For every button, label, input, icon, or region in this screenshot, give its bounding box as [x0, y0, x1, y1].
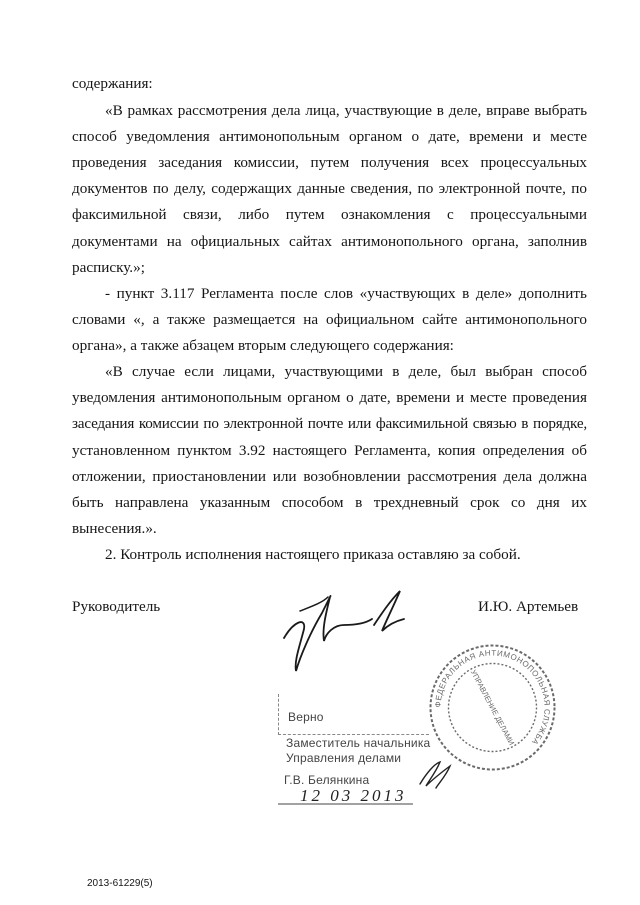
text-line: расписку.»;: [72, 259, 145, 276]
approval-label: Верно: [288, 710, 324, 724]
text-line: факсимильной связи, либо путем ознакомления с процессуальными: [72, 206, 587, 223]
text-line: словами «, а также размещается на официальном сайте антимонопольного: [72, 311, 587, 328]
text-line: содержания:: [72, 75, 153, 92]
text-line: уведомления антимонопольным органом о дате, времени и месте проведения: [72, 389, 587, 406]
handwritten-signature: [270, 583, 420, 683]
text-line: органа», а также абзацем вторым следующего содержания:: [72, 337, 454, 354]
approval-initials-signature: [416, 756, 454, 792]
approval-date-text: 12 03 2013: [300, 786, 407, 805]
text-line: проведения заседания комиссии, путем получения всех процессуальных: [72, 154, 587, 171]
text-line: документами на официальных сайтах антимонопольного органа, заполнив: [72, 233, 587, 250]
text-line: заседания комиссии по электронной почте или факсимильной связью в порядке,: [72, 415, 587, 432]
text-line: установленном пунктом 3.92 настоящего Регламента, копия определения об: [72, 442, 587, 459]
approval-date: [278, 782, 418, 806]
stamp-inner-text: УПРАВЛЕНИЕ ДЕЛАМИ: [468, 668, 517, 747]
text-line: - пункт 3.117 Регламента после слов «участвующих в деле» дополнить: [105, 285, 587, 302]
text-line: 2. Контроль исполнения настоящего приказа оставляю за собой.: [105, 546, 521, 563]
stamp-outer-text: ФЕДЕРАЛЬНАЯ АНТИМОНОПОЛЬНАЯ СЛУЖБА: [433, 648, 552, 747]
approval-person: Г.В. Белянкина: [284, 773, 370, 787]
text-line: быть направлена указанным способом в трехдневный срок со дня их: [72, 494, 587, 511]
text-line: отложении, приостановлении или возобновлении рассмотрения дела должна: [72, 468, 587, 485]
text-line: способ уведомления антимонопольным органом о дате, времени и месте: [72, 128, 587, 145]
signatory-role: Руководитель: [72, 598, 161, 615]
text-line: документов по делу, содержащих данные сведения, по электронной почте, по: [72, 180, 587, 197]
text-line: вынесения.».: [72, 520, 157, 537]
text-line: «В случае если лицами, участвующими в деле, был выбран способ: [105, 363, 587, 380]
approval-position-line2: Управления делами: [286, 751, 402, 765]
approval-position-line1: Заместитель начальника: [286, 736, 431, 750]
text-line: «В рамках рассмотрения дела лица, участвующие в деле, вправе выбрать: [105, 102, 587, 119]
signatory-name: И.Ю. Артемьев: [478, 598, 579, 615]
document-number: 2013-61229(5): [87, 878, 153, 889]
approval-block: [278, 694, 453, 812]
